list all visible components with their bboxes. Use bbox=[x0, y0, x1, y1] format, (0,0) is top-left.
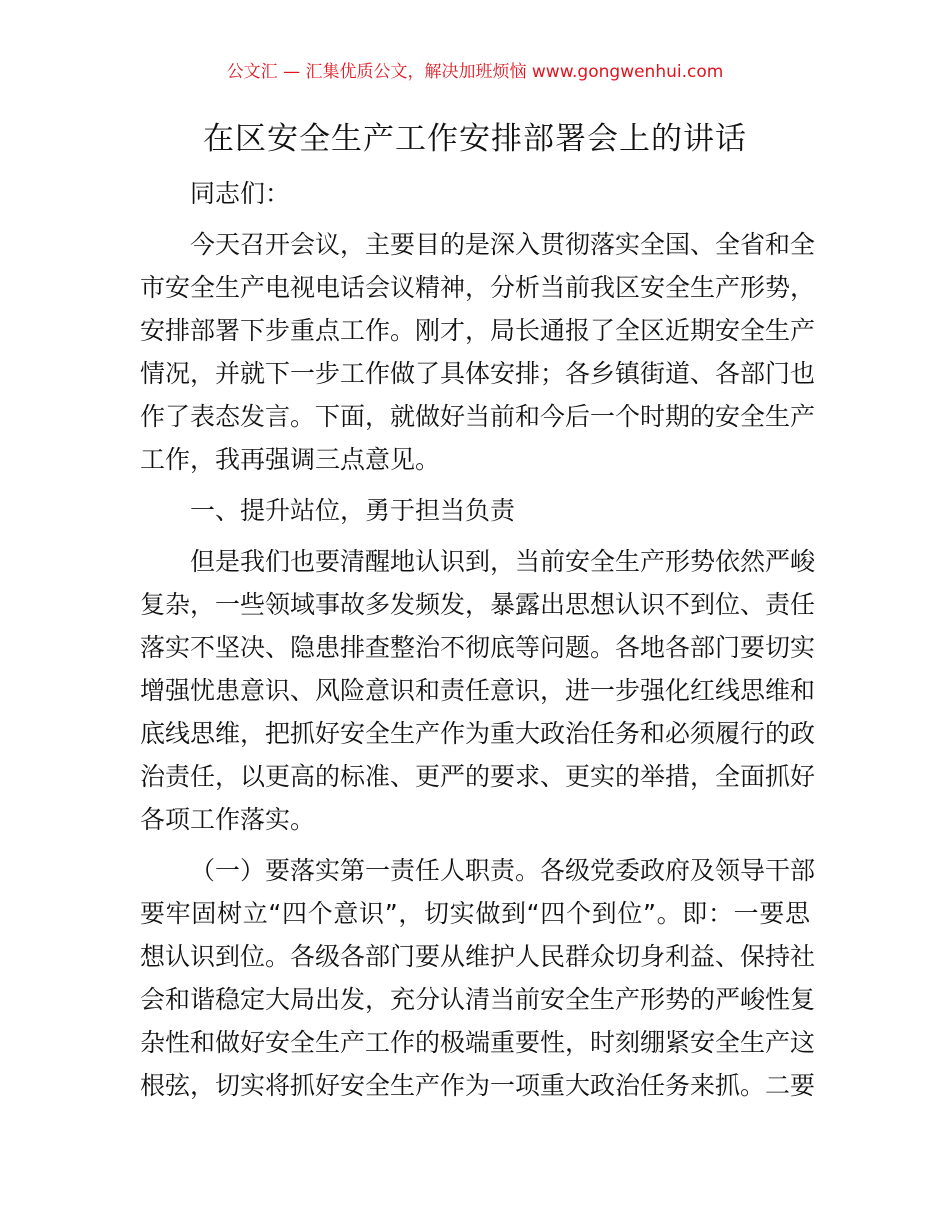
paragraph bbox=[140, 223, 816, 481]
text-line: 今天召开会议，主要目的是深入贯彻落实全国、全省和全 bbox=[190, 230, 816, 259]
text-line: 情况，并就下一步工作做了具体安排；各乡镇街道、各部门也 bbox=[140, 359, 816, 388]
document-title: 在区安全生产工作安排部署会上的讲话 bbox=[203, 121, 747, 157]
text-line: 增强忧患意识、风险意识和责任意识，进一步强化红线思维和 bbox=[140, 676, 816, 705]
text-line: 杂性和做好安全生产工作的极端重要性，时刻绷紧安全生产这 bbox=[140, 1028, 816, 1057]
paragraph bbox=[140, 849, 816, 1107]
text-line: 各项工作落实。 bbox=[140, 805, 316, 834]
header-banner: 公文汇 — 汇集优质公文，解决加班烦恼 www.gongwenhui.com bbox=[226, 62, 724, 82]
text-line: 但是我们也要清醒地认识到，当前安全生产形势依然严峻 bbox=[190, 547, 816, 576]
text-line: （一）要落实第一责任人职责。各级党委政府及领导干部 bbox=[190, 856, 816, 885]
text-line: 会和谐稳定大局出发，充分认清当前安全生产形势的严峻性复 bbox=[140, 985, 816, 1014]
section-heading bbox=[140, 489, 810, 532]
text-line: 安排部署下步重点工作。刚才，局长通报了全区近期安全生产 bbox=[140, 316, 816, 345]
text-line: 复杂，一些领域事故多发频发，暴露出思想认识不到位、责任 bbox=[140, 590, 816, 619]
text-line: 治责任，以更高的标准、更严的要求、更实的举措，全面抓好 bbox=[140, 762, 816, 791]
text-line: 市安全生产电视电话会议精神，分析当前我区安全生产形势， bbox=[140, 273, 816, 302]
text-line: 作了表态发言。下面，就做好当前和今后一个时期的安全生产 bbox=[140, 402, 816, 431]
text-line: 落实不坚决、隐患排查整治不彻底等问题。各地各部门要切实 bbox=[140, 633, 816, 662]
text-line: 根弦，切实将抓好安全生产作为一项重大政治任务来抓。二要 bbox=[140, 1071, 816, 1100]
text-line: 要牢固树立“四个意识”，切实做到“四个到位”。即：一要思 bbox=[140, 899, 810, 928]
salutation: 同志们： bbox=[190, 179, 291, 208]
text-line: 想认识到位。各级各部门要从维护人民群众切身利益、保持社 bbox=[140, 942, 816, 971]
text-line: 工作，我再强调三点意见。 bbox=[140, 445, 441, 474]
text-line: 底线思维，把抓好安全生产作为重大政治任务和必须履行的政 bbox=[140, 719, 816, 748]
paragraph bbox=[140, 540, 816, 841]
text-line: 一、提升站位，勇于担当负责 bbox=[190, 496, 516, 525]
document-body bbox=[140, 172, 816, 1115]
